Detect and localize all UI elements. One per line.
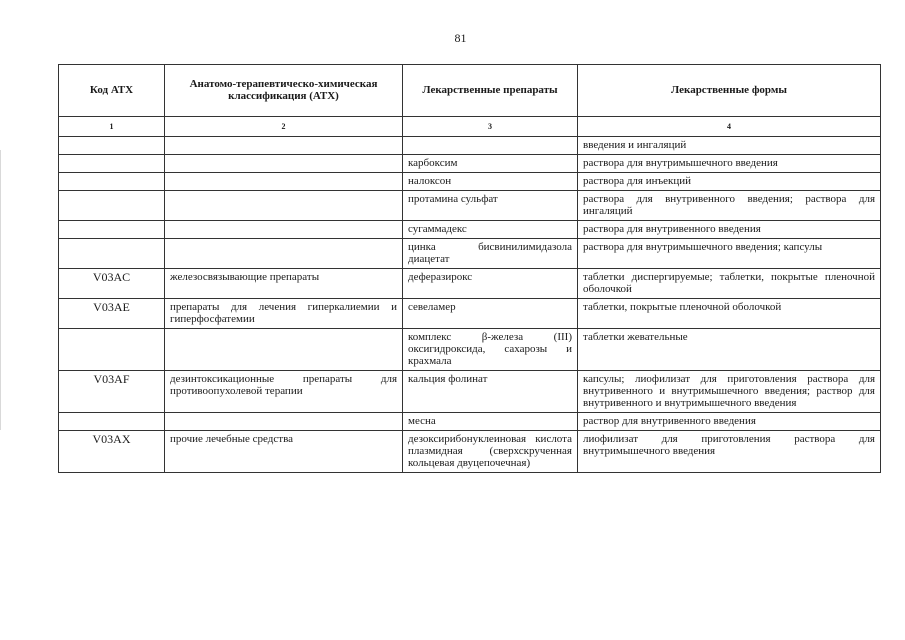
cell-classification: железосвязывающие препараты <box>165 269 403 299</box>
header-forms: Лекарственные формы <box>578 65 881 117</box>
table-body <box>59 137 881 473</box>
cell-drug-name: севеламер <box>403 299 578 329</box>
cell-atx-code <box>59 155 165 173</box>
cell-dosage-forms: таблетки диспергируемые; таблетки, покрытые пленочной оболочкой <box>578 269 881 299</box>
column-number-row <box>59 117 881 137</box>
cell-atx-code <box>59 191 165 221</box>
cell-atx-code: V03AX <box>59 431 165 473</box>
column-number: 3 <box>403 117 578 137</box>
table-row <box>59 137 881 155</box>
cell-dosage-forms: таблетки жевательные <box>578 329 881 371</box>
header-drug: Лекарственные препараты <box>403 65 578 117</box>
cell-classification: прочие лечебные средства <box>165 431 403 473</box>
cell-classification <box>165 221 403 239</box>
column-number: 1 <box>59 117 165 137</box>
cell-drug-name: кальция фолинат <box>403 371 578 413</box>
cell-drug-name: цинка бисвинилимидазола диацетат <box>403 239 578 269</box>
table-row <box>59 269 881 299</box>
cell-classification: дезинтоксикационные препараты для противоопухолевой терапии <box>165 371 403 413</box>
cell-dosage-forms: раствора для внутривенного введения; раствора для ингаляций <box>578 191 881 221</box>
cell-atx-code <box>59 329 165 371</box>
cell-atx-code: V03AF <box>59 371 165 413</box>
cell-dosage-forms: раствор для внутривенного введения <box>578 413 881 431</box>
cell-drug-name: месна <box>403 413 578 431</box>
cell-classification <box>165 413 403 431</box>
cell-atx-code: V03AE <box>59 299 165 329</box>
cell-dosage-forms: лиофилизат для приготовления раствора для внутримышечного введения <box>578 431 881 473</box>
cell-drug-name: деферазирокс <box>403 269 578 299</box>
cell-classification <box>165 191 403 221</box>
table-row <box>59 239 881 269</box>
table-row <box>59 299 881 329</box>
cell-drug-name: налоксон <box>403 173 578 191</box>
table-row <box>59 191 881 221</box>
cell-drug-name: карбоксим <box>403 155 578 173</box>
table-row <box>59 173 881 191</box>
table-row <box>59 155 881 173</box>
cell-atx-code <box>59 137 165 155</box>
cell-atx-code: V03AC <box>59 269 165 299</box>
column-number: 4 <box>578 117 881 137</box>
cell-atx-code <box>59 413 165 431</box>
table-row <box>59 221 881 239</box>
header-code: Код АТХ <box>59 65 165 117</box>
table-header-row <box>59 65 881 117</box>
cell-dosage-forms: введения и ингаляций <box>578 137 881 155</box>
table-row <box>59 431 881 473</box>
cell-classification <box>165 329 403 371</box>
cell-dosage-forms: капсулы; лиофилизат для приготовления раствора для внутривенного и внутримышечного введения; раствор для внутривенного и внутримышечного введения <box>578 371 881 413</box>
cell-classification <box>165 137 403 155</box>
cell-dosage-forms: раствора для инъекций <box>578 173 881 191</box>
table-row <box>59 329 881 371</box>
column-number: 2 <box>165 117 403 137</box>
atx-table <box>58 64 881 473</box>
cell-classification <box>165 173 403 191</box>
cell-atx-code <box>59 221 165 239</box>
cell-atx-code <box>59 173 165 191</box>
cell-dosage-forms: раствора для внутримышечного введения <box>578 155 881 173</box>
cell-drug-name: комплекс β-железа (III) оксигидроксида, сахарозы и крахмала <box>403 329 578 371</box>
cell-classification: препараты для лечения гиперкалиемии и гиперфосфатемии <box>165 299 403 329</box>
cell-dosage-forms: раствора для внутримышечного введения; капсулы <box>578 239 881 269</box>
table-row <box>59 371 881 413</box>
header-classification: Анатомо-терапевтическо-химическая классификация (АТХ) <box>165 65 403 117</box>
cell-drug-name <box>403 137 578 155</box>
cell-drug-name: дезоксирибонуклеиновая кислота плазмидная (сверхскрученная кольцевая двуцепочечная) <box>403 431 578 473</box>
table-row <box>59 413 881 431</box>
cell-atx-code <box>59 239 165 269</box>
cell-drug-name: протамина сульфат <box>403 191 578 221</box>
cell-classification <box>165 155 403 173</box>
cell-drug-name: сугаммадекс <box>403 221 578 239</box>
cell-classification <box>165 239 403 269</box>
cell-dosage-forms: таблетки, покрытые пленочной оболочкой <box>578 299 881 329</box>
page-number: 81 <box>454 31 467 45</box>
cell-dosage-forms: раствора для внутривенного введения <box>578 221 881 239</box>
scan-edge-line <box>0 150 1 430</box>
